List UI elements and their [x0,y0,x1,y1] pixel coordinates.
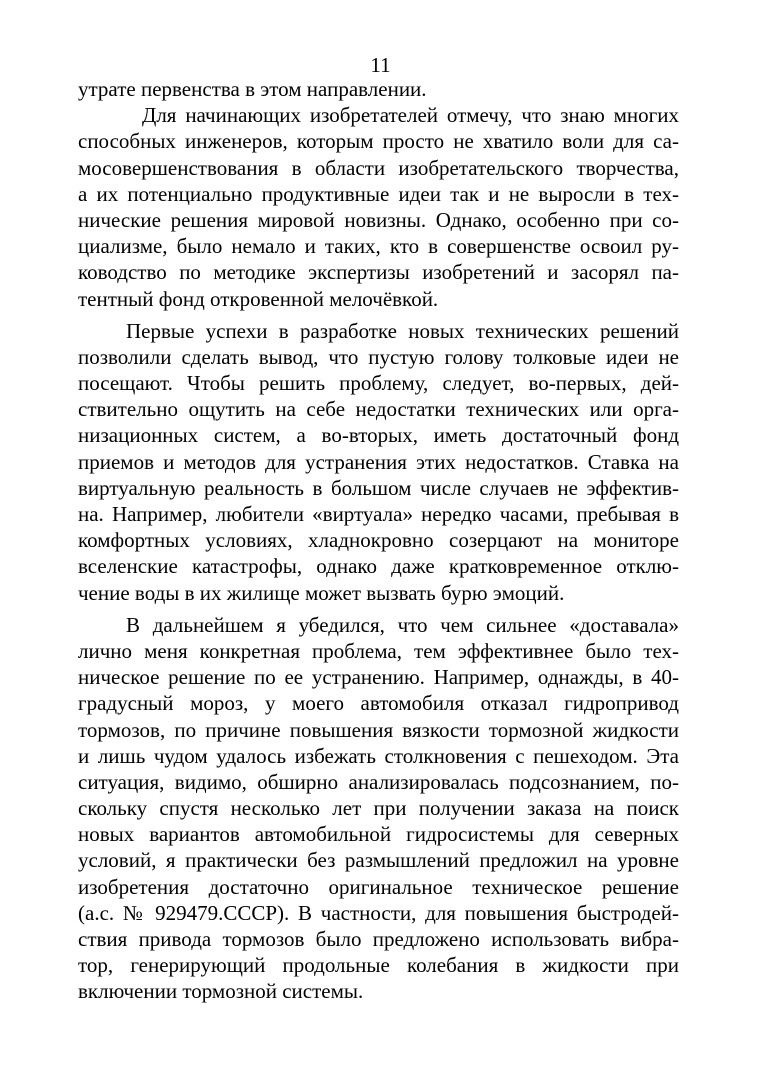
text-line: а их потенциально продуктивные идеи так и не выросли в тех- [78,181,679,206]
text-line: позволили сделать вывод, что пустую голову толковые идеи не [78,344,679,369]
text-line: тормозов, по причине повышения вязкости тормозной жидкости [78,717,679,742]
text-line: тентный фонд откровенной мелочёвкой. [78,286,439,311]
body-text [78,76,679,1005]
text-line: изобретения достаточно оригинальное техническое решение [78,874,679,899]
text-line: лично меня конкретная проблема, тем эффективнее было тех- [78,638,679,663]
text-line: ническое решение по ее устранению. Например, однажды, в 40- [78,665,679,690]
text-line: ситуация, видимо, обширно анализировалась подсознанием, по- [78,769,679,794]
text-line: виртуальную реальность в большом числе случаев не эффектив- [78,475,679,500]
text-line: и лишь чудом удалось избежать столкновения с пешеходом. Эта [78,743,679,768]
text-line: включении тормозной системы. [78,979,364,1004]
text-line: В дальнейшем я убедился, что чем сильнее «доставала» [126,612,679,637]
text-line: нические решения мировой новизны. Однако, особенно при со- [78,207,679,232]
text-line: условий, я практически без размышлений предложил на уровне [78,848,679,873]
text-line: циализме, было немало и таких, кто в совершенстве освоил ру- [78,234,679,259]
text-line: чение воды в их жилище может вызвать бурю эмоций. [78,580,565,605]
page-number: 11 [370,53,391,77]
text-line: на. Например, любители «виртуала» нередко часами, пребывая в [78,502,679,526]
text-line: посещают. Чтобы решить проблему, следует, во-первых, дей- [78,371,679,396]
text-line: комфортных условиях, хладнокровно созерцают на мониторе [78,528,679,553]
text-line: Для начинающих изобретателей отмечу, что знаю многих [142,103,679,128]
text-line: скольку спустя несколько лет при получении заказа на поиск [78,796,679,821]
text-line: ководство по методике экспертизы изобретений и засорял па- [78,260,679,285]
text-line: приемов и методов для устранения этих недостатков. Ставка на [78,449,679,474]
text-line: новых вариантов автомобильной гидросистемы для северных [78,822,679,847]
text-line: утрате первенства в этом направлении. [78,77,427,101]
text-line: ствия привода тормозов было предложено использовать вибра- [78,927,679,951]
text-line: способных инженеров, которым просто не хватило воли для са- [78,129,679,154]
text-line: низационных систем, а во-вторых, иметь достаточный фонд [78,423,679,448]
text-line: вселенские катастрофы, однако даже кратковременное отклю- [78,554,679,579]
text-line: (а.с. № 929479.СССР). В частности, для повышения быстродей- [78,900,679,925]
text-line: Первые успехи в разработке новых технических решений [126,318,679,343]
text-line: мосовершенствования в области изобретательского творчества, [78,155,679,180]
text-line: тор, генерирующий продольные колебания в жидкости при [78,953,679,978]
text-line: ствительно ощутить на себе недостатки технических или орга- [78,397,679,422]
text-line: градусный мороз, у моего автомобиля отказал гидропривод [78,691,679,716]
